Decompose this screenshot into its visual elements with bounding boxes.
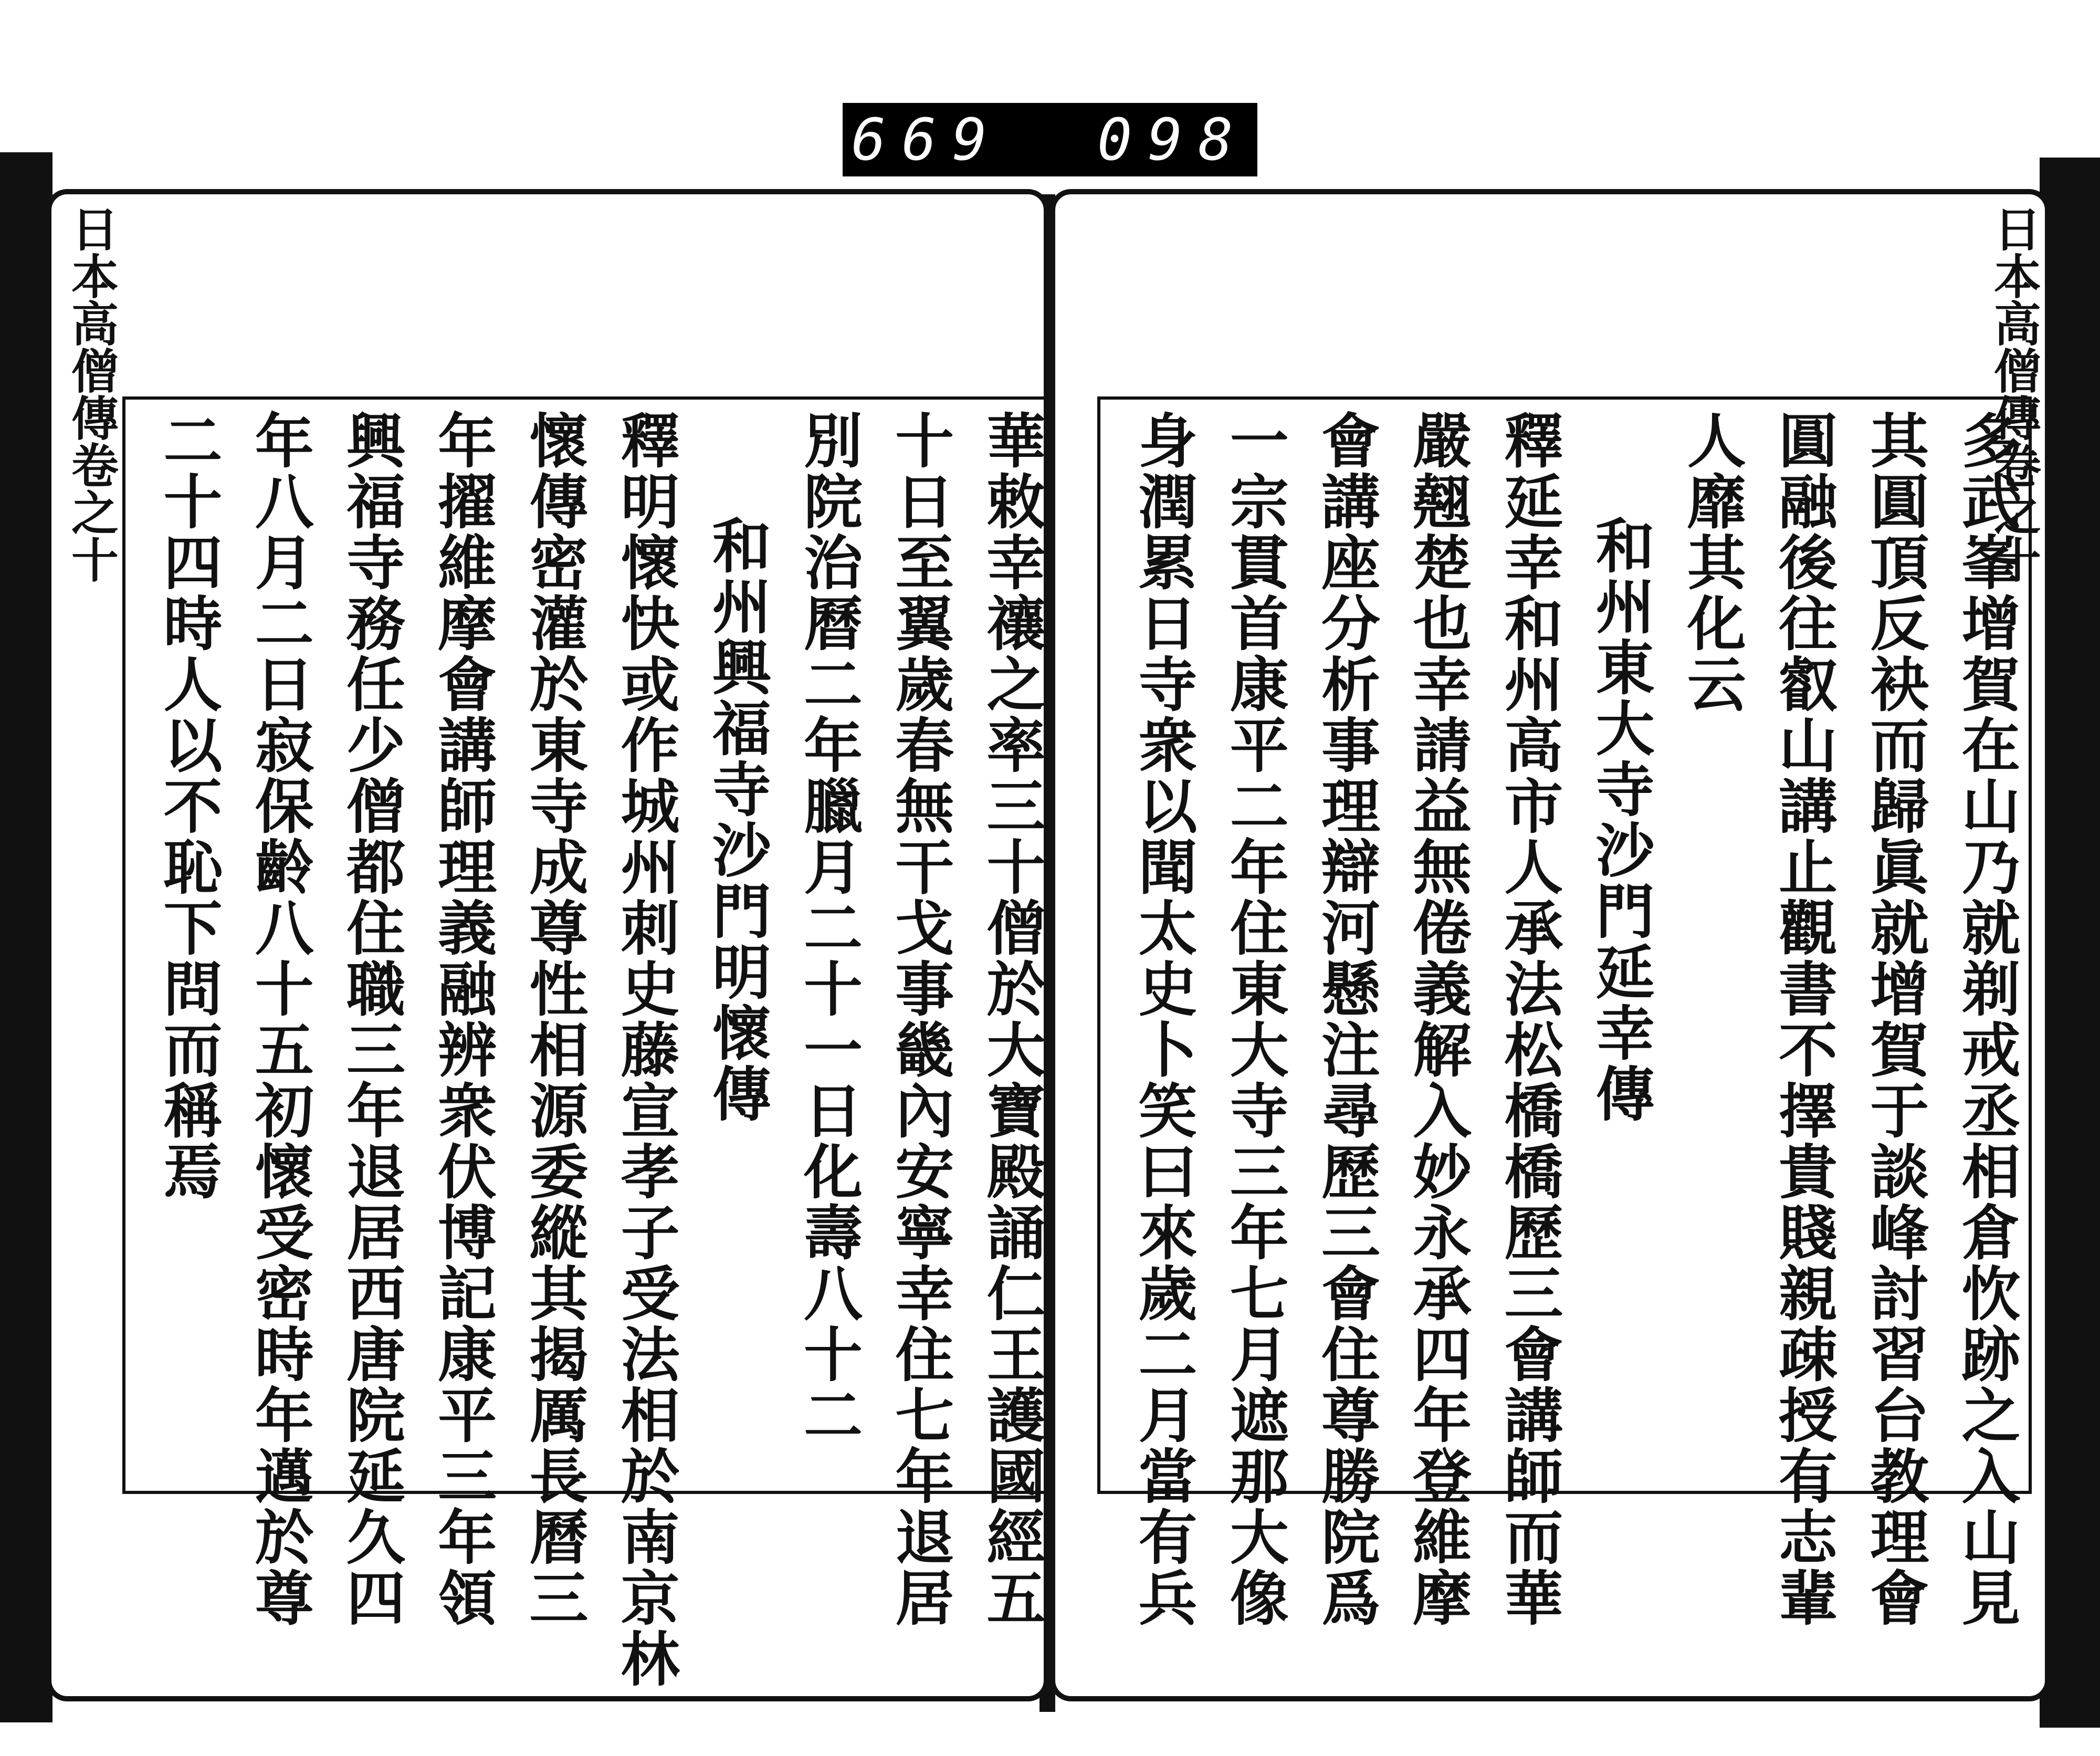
left-page-columns xyxy=(125,400,1054,1689)
right_page-heading: 和州東大寺沙門延幸傳 xyxy=(1586,515,1655,1124)
right_page-text-column: 嚴翹楚也幸請益無倦義解入妙永承四年登維摩 xyxy=(1403,410,1472,1628)
left_page-text-column: 釋明懷快或作城州刺史藤宣孝子受法相於南京林 xyxy=(611,410,680,1689)
left_page-text-column: 十日至翼歲春無干戈事畿內安寧幸住七年退居 xyxy=(885,410,954,1628)
right_page-text-column: 釋延幸和州高市人承法松橋橋歷三會講師而華 xyxy=(1494,410,1563,1628)
right-page-text-block xyxy=(1097,396,2032,1628)
left-page-margin-header: 日本高僧傳卷之十 xyxy=(63,205,119,583)
right-page-columns xyxy=(1100,400,2029,1628)
right_page-text-column: 多武峯增賀在山乃就剃戒丞相倉忺跡之入山見 xyxy=(1951,410,2021,1628)
left_page-text-column: 興福寺務任少僧都住職三年退居西唐院延久四 xyxy=(337,410,406,1628)
reel-number: 669 xyxy=(851,106,1003,173)
right_page-text-column: 一宗貫首康平二年住東大寺三年七月遮那大像 xyxy=(1220,410,1289,1628)
right_page-text-column: 身潤累日寺衆以聞太史卜笑曰來歲二月當有兵 xyxy=(1129,410,1198,1628)
film-frame-label xyxy=(843,103,1257,176)
left-page-text-block xyxy=(122,396,1057,1689)
frame-number: 098 xyxy=(1097,106,1249,173)
book-edge-left xyxy=(0,152,52,1722)
right-page xyxy=(1050,189,2050,1701)
right_page-text-column: 其圓頂反袂而歸眞就增賀于談峰討習台教理會 xyxy=(1860,410,1929,1628)
right_page-text-column: 圓融後往叡山講止觀書不擇貴賤親疎授有志輩 xyxy=(1769,410,1838,1628)
left_page-heading: 和州興福寺沙門明懷傳 xyxy=(702,515,772,1124)
left_page-text-column: 別院治曆二年臘月二十一日化壽八十二 xyxy=(794,410,863,1446)
right-page-margin-header: 日本高僧傳卷之十 xyxy=(1986,205,2041,583)
left-page xyxy=(46,189,1049,1701)
left_page-text-column: 二十四時人以不恥下問而稱焉 xyxy=(154,410,223,1202)
right_page-text-column: 會講座分析事理辯河懸注尋歷三會住尊勝院爲 xyxy=(1311,410,1381,1628)
left_page-text-column: 華敕幸禳之率三十僧於大寶殿誦仁王護國經五 xyxy=(976,410,1046,1628)
right_page-text-column: 人靡其化云 xyxy=(1677,410,1747,715)
left_page-text-column: 懷傳密灌於東寺成尊性相源委縱其揭厲長曆三 xyxy=(519,410,589,1628)
left_page-text-column: 年八月二日寂保齡八十五初懷受密時年邁於尊 xyxy=(245,410,314,1628)
left_page-text-column: 年擢維摩會講師理義融辨衆伏博記康平三年領 xyxy=(428,410,497,1628)
